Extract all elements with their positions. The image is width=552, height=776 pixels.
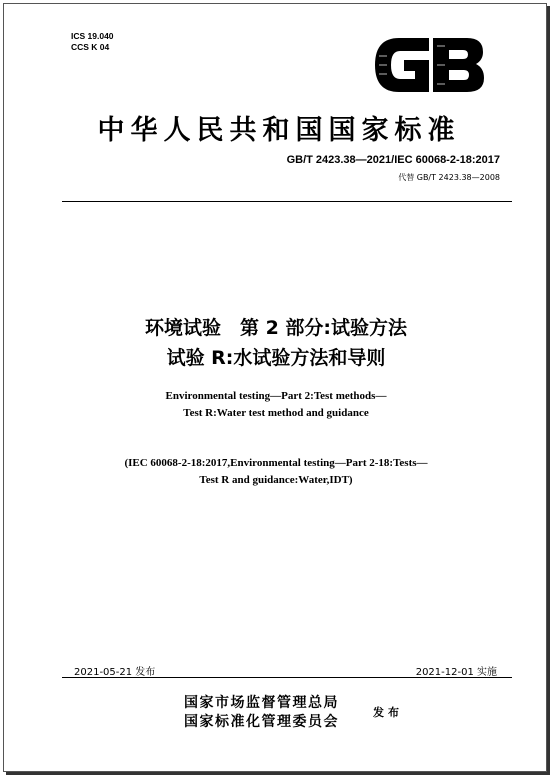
ics-code: ICS 19.040 [71,31,114,41]
header-divider [62,201,512,202]
gb-logo [373,36,485,94]
publish-label: 发布 [373,706,403,719]
title-en-line2: Test R:Water test method and guidance [183,407,369,419]
ccs-code: CCS K 04 [71,42,110,52]
gb-logo-icon [375,38,484,92]
replaces-note: 代替 GB/T 2423.38—2008 [398,173,500,182]
equivalent-standard-line2: Test R and guidance:Water,IDT) [199,474,353,486]
ics-ccs-codes [71,31,114,53]
equivalent-standard-line1: (IEC 60068-2-18:2017,Environmental testing—Part 2-18:Tests— [124,457,428,469]
title-cn-line1: 环境试验 第 2 部分:试验方法 [144,317,408,339]
title-cn-line2: 试验 R:水试验方法和导则 [166,347,386,369]
issue-date: 2021-05-21 发布 [74,667,156,678]
title-en-line1: Environmental testing—Part 2:Test methods— [165,390,387,402]
implementation-date: 2021-12-01 实施 [415,667,497,678]
issuer-line2: 国家标准化管理委员会 [184,714,339,730]
standard-type-title: 中华人民共和国国家标准 [97,115,461,146]
footer-divider [62,677,512,678]
issuer-line1: 国家市场监督管理总局 [184,695,339,711]
standard-number: GB/T 2423.38—2021/IEC 60068-2-18:2017 [286,154,500,166]
issuing-authorities [184,694,339,732]
